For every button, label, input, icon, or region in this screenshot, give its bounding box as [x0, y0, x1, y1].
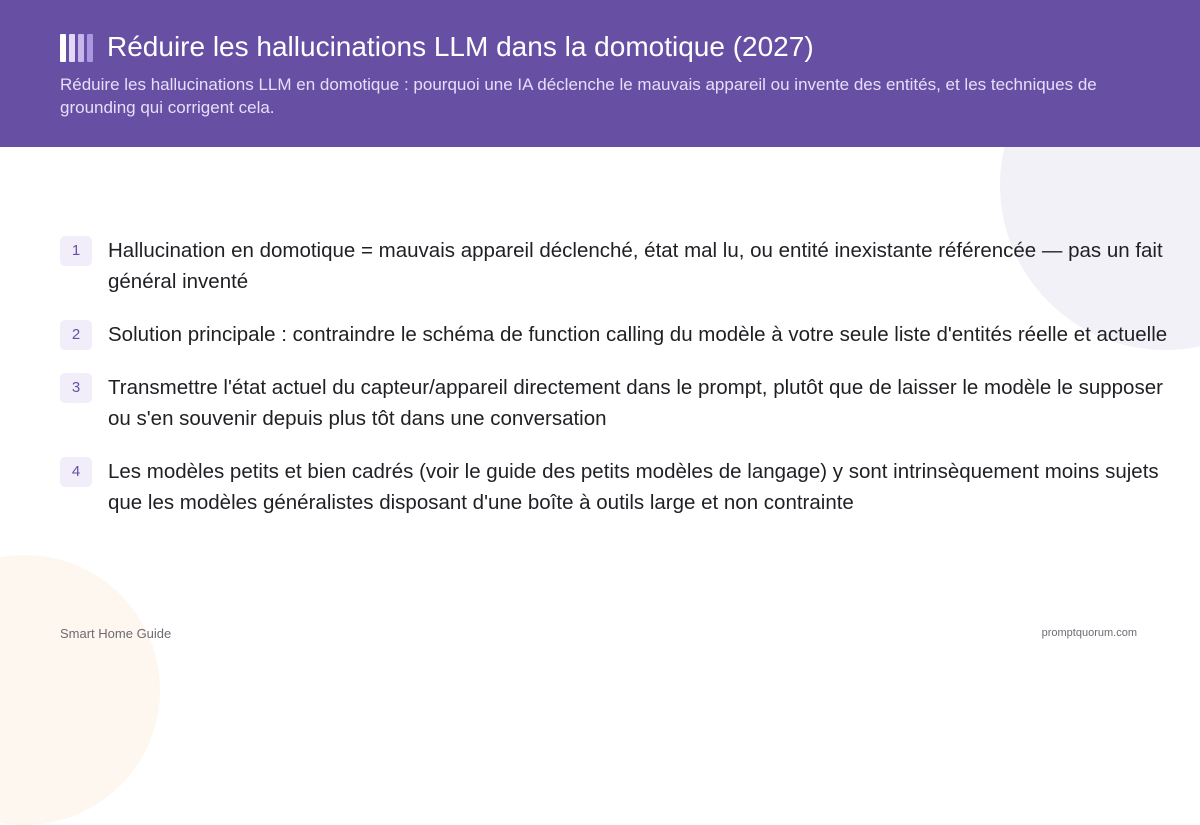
logo-bars-icon: [60, 34, 93, 62]
item-text: Solution principale : contraindre le schéma de function calling du modèle à votre seule liste d'entités réelle et actuelle: [108, 323, 1168, 346]
item-text: Transmettre l'état actuel du capteur/appareil directement dans le prompt, plutôt que de laisser le modèle le supposer ou s'en souvenir depuis plus tôt dans une conversation: [108, 376, 1163, 430]
footer-guide-name: Smart Home Guide: [60, 626, 172, 641]
decorative-circle-left: [0, 555, 160, 825]
item-number-badge: 4: [60, 457, 92, 487]
item-number-badge: 3: [60, 373, 92, 403]
header-banner: [0, 0, 1200, 147]
item-number-badge: 1: [60, 236, 92, 266]
list-item: [60, 456, 1190, 518]
item-number-badge: 2: [60, 320, 92, 350]
page-title: Réduire les hallucinations LLM dans la domotique (2027): [107, 31, 814, 62]
footer-site-url: promptquorum.com: [1041, 627, 1137, 639]
item-text: Les modèles petits et bien cadrés (voir le guide des petits modèles de langage) y sont intrinsèquement moins sujets que les modèles généralistes disposant d'une boîte à outils large et non contrainte: [108, 460, 1159, 514]
page-subtitle: Réduire les hallucinations LLM en domotique : pourquoi une IA déclenche le mauvais appareil ou invente des entités, et les techniques de grounding qui corrigent cela.: [60, 75, 1097, 117]
item-text: Hallucination en domotique = mauvais appareil déclenché, état mal lu, ou entité inexistante référencée — pas un fait général inventé: [108, 239, 1163, 293]
list-item: [60, 372, 1190, 434]
list-item: [60, 235, 1190, 297]
list-item: [60, 319, 1190, 350]
key-points-list: [60, 235, 1190, 540]
